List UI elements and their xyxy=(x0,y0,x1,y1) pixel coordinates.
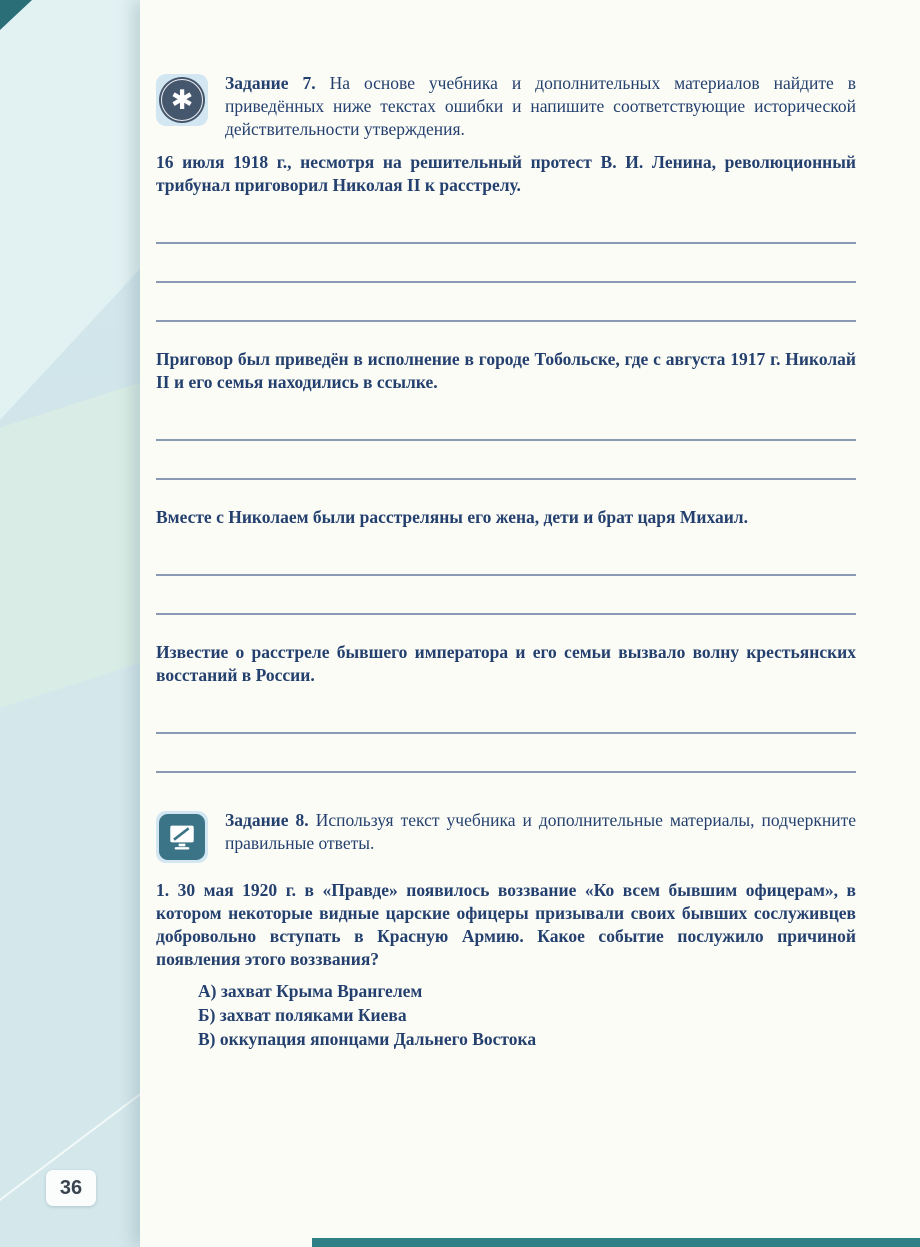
task7-label: Задание 7. xyxy=(225,73,316,93)
task8-option-1: А) захват Крыма Врангелем xyxy=(198,981,423,1001)
task-8 xyxy=(156,809,856,1051)
task8-option-2: Б) захват поляками Киева xyxy=(198,1005,407,1025)
answer-line xyxy=(156,695,856,734)
answer-line xyxy=(156,402,856,441)
page-number-badge xyxy=(46,1170,96,1206)
task7-answer-lines-1 xyxy=(156,205,856,322)
task8-options xyxy=(156,979,856,1051)
page-number: 36 xyxy=(59,1176,83,1199)
task7-intro-text: На основе учебника и дополнительных материалов найдите в приведённых ниже текстах ошибки и напишите соответствующие исторической действительности утверждения. xyxy=(225,73,857,139)
task7-statement-2: Приговор был приведён в исполнение в городе Тобольске, где с августа 1917 г. Николай II и его семья находились в ссылке. xyxy=(156,349,856,392)
decor-polygon-bottom xyxy=(0,660,148,1247)
task8-question: 1. 30 мая 1920 г. в «Правде» появилось воззвание «Ко всем бывшим офицерам», в котором некоторые видные царские офицеры призывали своих бывших сослуживцев добровольно вступать в Красную Армию. Какое событие послужило причиной появления этого воззвания? xyxy=(156,880,856,969)
answer-line xyxy=(156,734,856,773)
answer-line xyxy=(156,244,856,283)
decor-corner-triangle xyxy=(0,0,32,30)
answer-line xyxy=(156,205,856,244)
answer-line xyxy=(156,283,856,322)
task8-intro xyxy=(156,809,856,855)
monitor-icon xyxy=(156,811,208,863)
task8-label: Задание 8. xyxy=(225,810,309,830)
task-7 xyxy=(156,72,856,773)
task7-answer-lines-4 xyxy=(156,695,856,773)
decor-left-band xyxy=(0,0,148,1247)
answer-line xyxy=(156,441,856,480)
task7-statement-3: Вместе с Николаем были расстреляны его жена, дети и брат царя Михаил. xyxy=(156,507,748,527)
answer-line xyxy=(156,576,856,615)
task8-option-3: В) оккупация японцами Дальнего Востока xyxy=(198,1029,537,1049)
asterisk-icon: ✱ xyxy=(156,74,208,126)
task7-answer-lines-3 xyxy=(156,537,856,615)
decor-polygon-top xyxy=(0,0,148,420)
task7-intro xyxy=(156,72,856,141)
answer-line xyxy=(156,537,856,576)
task7-statement-4: Известие о расстреле бывшего императора и его семьи вызвало волну крестьянских восстаний в России. xyxy=(156,642,856,685)
task7-answer-lines-2 xyxy=(156,402,856,480)
decor-bottom-bar xyxy=(312,1238,920,1247)
task8-intro-text: Используя текст учебника и дополнительные материалы, подчеркните правильные ответы. xyxy=(225,810,856,853)
page-content xyxy=(156,72,856,1051)
task7-statements xyxy=(156,151,856,773)
task7-statement-1: 16 июля 1918 г., несмотря на решительный протест В. И. Ленина, революционный трибунал приговорил Николая II к расстрелу. xyxy=(156,152,856,195)
